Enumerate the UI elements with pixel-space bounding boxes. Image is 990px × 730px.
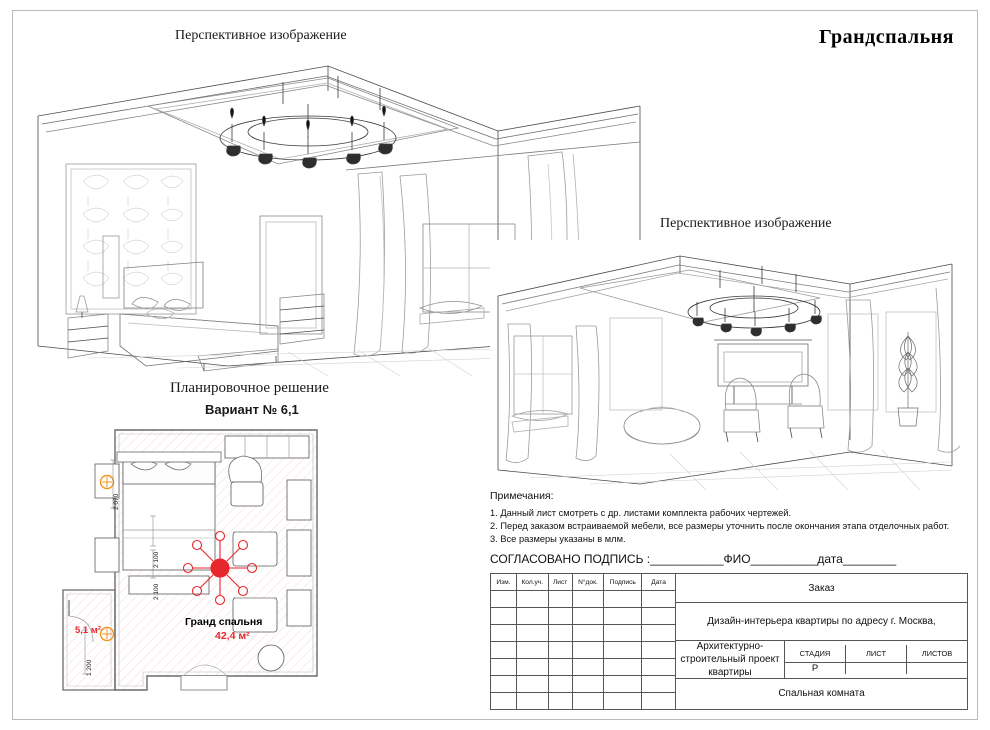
notes-line-1: 1. Данный лист смотреть с др. листами комплекта рабочих чертежей. — [490, 508, 792, 518]
column-header-izm: Изм. — [491, 574, 517, 590]
plan-dimension-1: 2 070 — [113, 493, 120, 510]
sheets-value — [907, 663, 967, 674]
table-cell — [491, 608, 517, 624]
notes-line-3: 3. Все размеры указаны в млм. — [490, 534, 626, 544]
plan-area-main: 42,4 м² — [215, 630, 250, 642]
table-cell — [491, 642, 517, 658]
table-cell — [517, 676, 549, 692]
project-meta-columns — [785, 645, 967, 674]
notes-title: Примечания: — [490, 490, 554, 502]
room-title: Спальная комната — [778, 688, 865, 700]
stage-header: СТАДИЯ — [785, 645, 845, 663]
table-cell — [517, 608, 549, 624]
table-cell — [573, 642, 605, 658]
table-cell — [573, 693, 605, 709]
perspective-1-label: Перспективное изображение — [175, 28, 347, 43]
notes-line-2: 2. Перед заказом встраиваемой мебели, все размеры уточнить после окончания этапа отделочных работ. — [490, 521, 950, 531]
table-cell — [642, 591, 675, 607]
column-header-list: Лист — [549, 574, 573, 590]
title-block-info — [676, 574, 967, 709]
plan-dimension-2: 2 100 — [153, 551, 160, 568]
table-cell — [604, 693, 642, 709]
table-cell — [604, 625, 642, 641]
table-cell — [517, 642, 549, 658]
table-row — [491, 676, 675, 693]
table-cell — [491, 693, 517, 709]
table-cell — [549, 608, 573, 624]
table-cell — [517, 591, 549, 607]
table-cell — [604, 642, 642, 658]
table-row — [491, 608, 675, 625]
table-cell — [642, 625, 675, 641]
variant-label: Вариант № 6,1 — [205, 402, 299, 417]
plan-dimension-4: 1 200 — [86, 659, 93, 676]
plan-dimension-3: 2 100 — [153, 583, 160, 600]
table-cell — [491, 591, 517, 607]
table-header-row — [491, 574, 675, 591]
table-cell — [604, 676, 642, 692]
column-header-ndok: N°док. — [573, 574, 605, 590]
title-block — [490, 573, 968, 710]
notes-block — [490, 490, 968, 546]
table-cell — [642, 693, 675, 709]
table-cell — [642, 642, 675, 658]
perspective-render-2 — [490, 240, 960, 490]
table-cell — [604, 608, 642, 624]
table-cell — [573, 591, 605, 607]
table-cell — [549, 693, 573, 709]
table-cell — [604, 659, 642, 675]
sheet-column — [846, 645, 907, 674]
table-cell — [573, 625, 605, 641]
project-row — [676, 641, 967, 679]
stage-value: Р — [811, 662, 819, 674]
plan-area-small: 5,1 м² — [75, 625, 102, 636]
table-cell — [573, 676, 605, 692]
project-address: Дизайн-интерьера квартиры по адресу г. Москва, — [676, 603, 967, 640]
table-cell — [549, 676, 573, 692]
plan-label: Планировочное решение — [170, 380, 329, 396]
table-row — [491, 659, 675, 676]
table-cell — [549, 625, 573, 641]
title-block-revision-table — [491, 574, 676, 709]
table-cell — [549, 591, 573, 607]
table-cell — [491, 659, 517, 675]
table-row — [491, 642, 675, 659]
table-cell — [491, 625, 517, 641]
table-cell — [517, 659, 549, 675]
table-cell — [491, 676, 517, 692]
table-cell — [573, 659, 605, 675]
sheets-column — [907, 645, 967, 674]
sheet-header: ЛИСТ — [846, 645, 906, 663]
column-header-podpis: Подпись — [604, 574, 642, 590]
approval-line: СОГЛАСОВАНО ПОДПИСЬ :___________ФИО__________дата________ — [490, 552, 897, 566]
perspective-2-label: Перспективное изображение — [660, 216, 832, 231]
column-header-koluch: Кол.уч. — [517, 574, 549, 590]
table-cell — [517, 625, 549, 641]
sheet-value — [846, 663, 906, 674]
table-cell — [549, 659, 573, 675]
table-cell — [573, 608, 605, 624]
stage-column — [785, 645, 846, 674]
order-label: Заказ — [676, 574, 967, 603]
floor-plan — [55, 420, 355, 710]
table-cell — [604, 591, 642, 607]
sheets-header: ЛИСТОВ — [907, 645, 967, 663]
table-row — [491, 693, 675, 709]
page-title: Грандспальня — [819, 26, 954, 48]
project-title: Архитектурно-строительный проект квартиры — [676, 640, 785, 679]
table-cell — [517, 693, 549, 709]
plan-room-name: Гранд спальня — [185, 616, 263, 628]
table-cell — [642, 608, 675, 624]
table-cell — [642, 676, 675, 692]
table-cell — [549, 642, 573, 658]
table-row — [491, 591, 675, 608]
column-header-data: Дата — [651, 578, 666, 586]
table-row — [491, 625, 675, 642]
table-cell — [642, 659, 675, 675]
